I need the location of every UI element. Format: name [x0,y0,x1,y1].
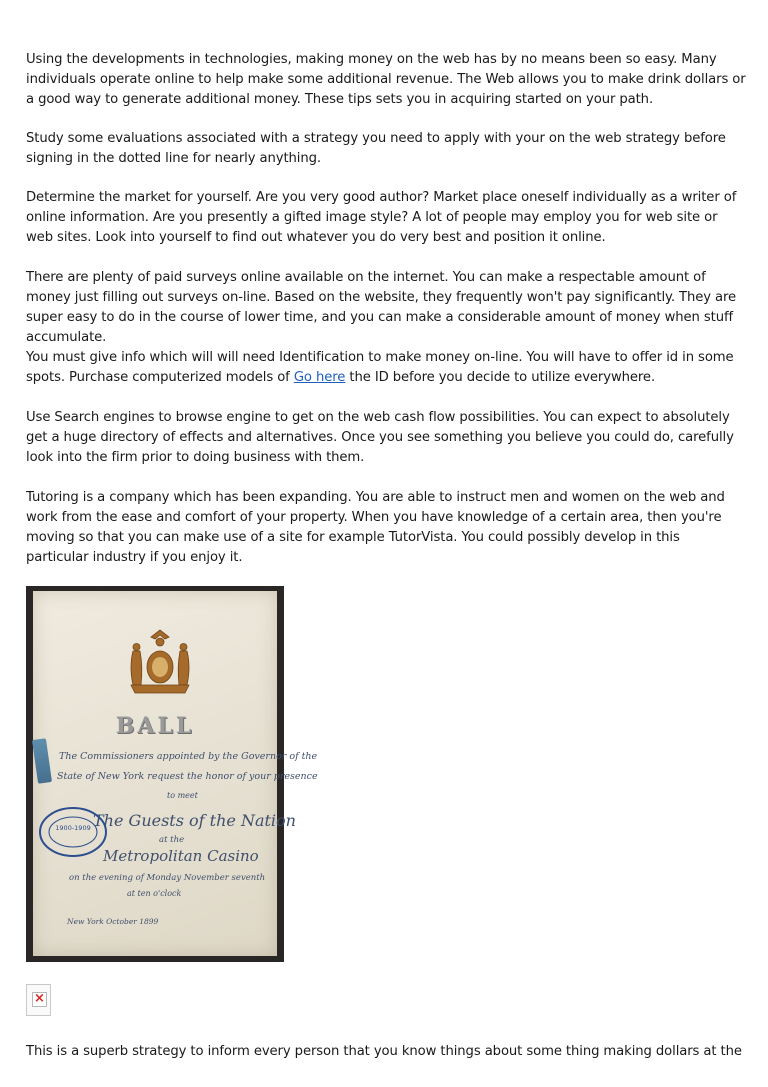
paragraph-1: Using the developments in technologies, making money on the web has by no means been so easy. Many individuals operate online to help make some additional revenue. The Web allows you to make drink dollars or a good way to generate additional money. These tips sets you in acquiring started on your path. [26,52,746,107]
paragraph-7: Tutoring is a company which has been expanding. You are able to instruct men and women on the web and work from the ease and comfort of your property. When you have knowledge of a certain area, then you're moving so that you can make use of a site for example TutorVista. You could possibly develop in this particular industry if you enjoy it. [26,490,725,565]
card-line-3: to meet [167,791,198,800]
paragraph-5 [26,348,746,388]
broken-image-icon: × [32,992,47,1007]
paragraph-5-before: You must give info which will will need Identification to make money on-line. You will have to offer id in some spots. Purchase computerized models of [26,350,734,385]
card-line-6: Metropolitan Casino [103,847,259,865]
card-paper [33,591,318,956]
paragraph-2: Study some evaluations associated with a strategy you need to apply with your on the web strategy before signing in the dotted line for nearly anything. [26,131,726,166]
paragraph-4: There are plenty of paid surveys online available on the internet. You can make a respectable amount of money just filling out surveys on-line. Based on the website, they frequently won't pay significantly. They are super easy to do in the course of lower time, and you can make a considerable amount of money when stuff accumulate. [26,270,737,345]
stamp-text: 1900-1909 [55,824,91,832]
paragraph-5-after: the ID before you decide to utilize everywhere. [345,370,656,385]
paragraph-6: Use Search engines to browse engine to get on the web cash flow possibilities. You can expect to absolutely get a huge directory of effects and alternatives. Once you see something you believe you could do, carefully look into the firm prior to doing business with them. [26,410,734,465]
card-line-8: at ten o'clock [127,889,182,898]
card-line-2: State of New York request the honor of your presence [57,771,318,782]
invitation-card-image [26,586,318,962]
card-line-7: on the evening of Monday November seventh [69,873,266,883]
card-line-4: The Guests of the Nation [93,811,296,830]
go-here-link[interactable]: Go here [293,370,346,385]
card-line-1: The Commissioners appointed by the Governor of the [59,751,318,762]
card-line-5: at the [159,835,185,845]
paragraph-3: Determine the market for yourself. Are you very good author? Market place oneself individually as a writer of online information. Are you presently a gifted image style? A lot of people may employ you for web site or web sites. Look into yourself to find out whatever you do very best and position it online. [26,190,737,245]
state-seal-icon [121,627,199,701]
broken-image-placeholder [26,984,51,1016]
card-title: BALL [115,713,195,739]
ribbon-tab [32,738,52,784]
closing-paragraph: This is a superb strategy to inform every person that you know things about some thing making dollars at the [26,1044,742,1059]
stamp-oval-icon [37,805,109,859]
library-stamp [37,805,109,859]
card-line-9: New York October 1899 [67,917,159,926]
